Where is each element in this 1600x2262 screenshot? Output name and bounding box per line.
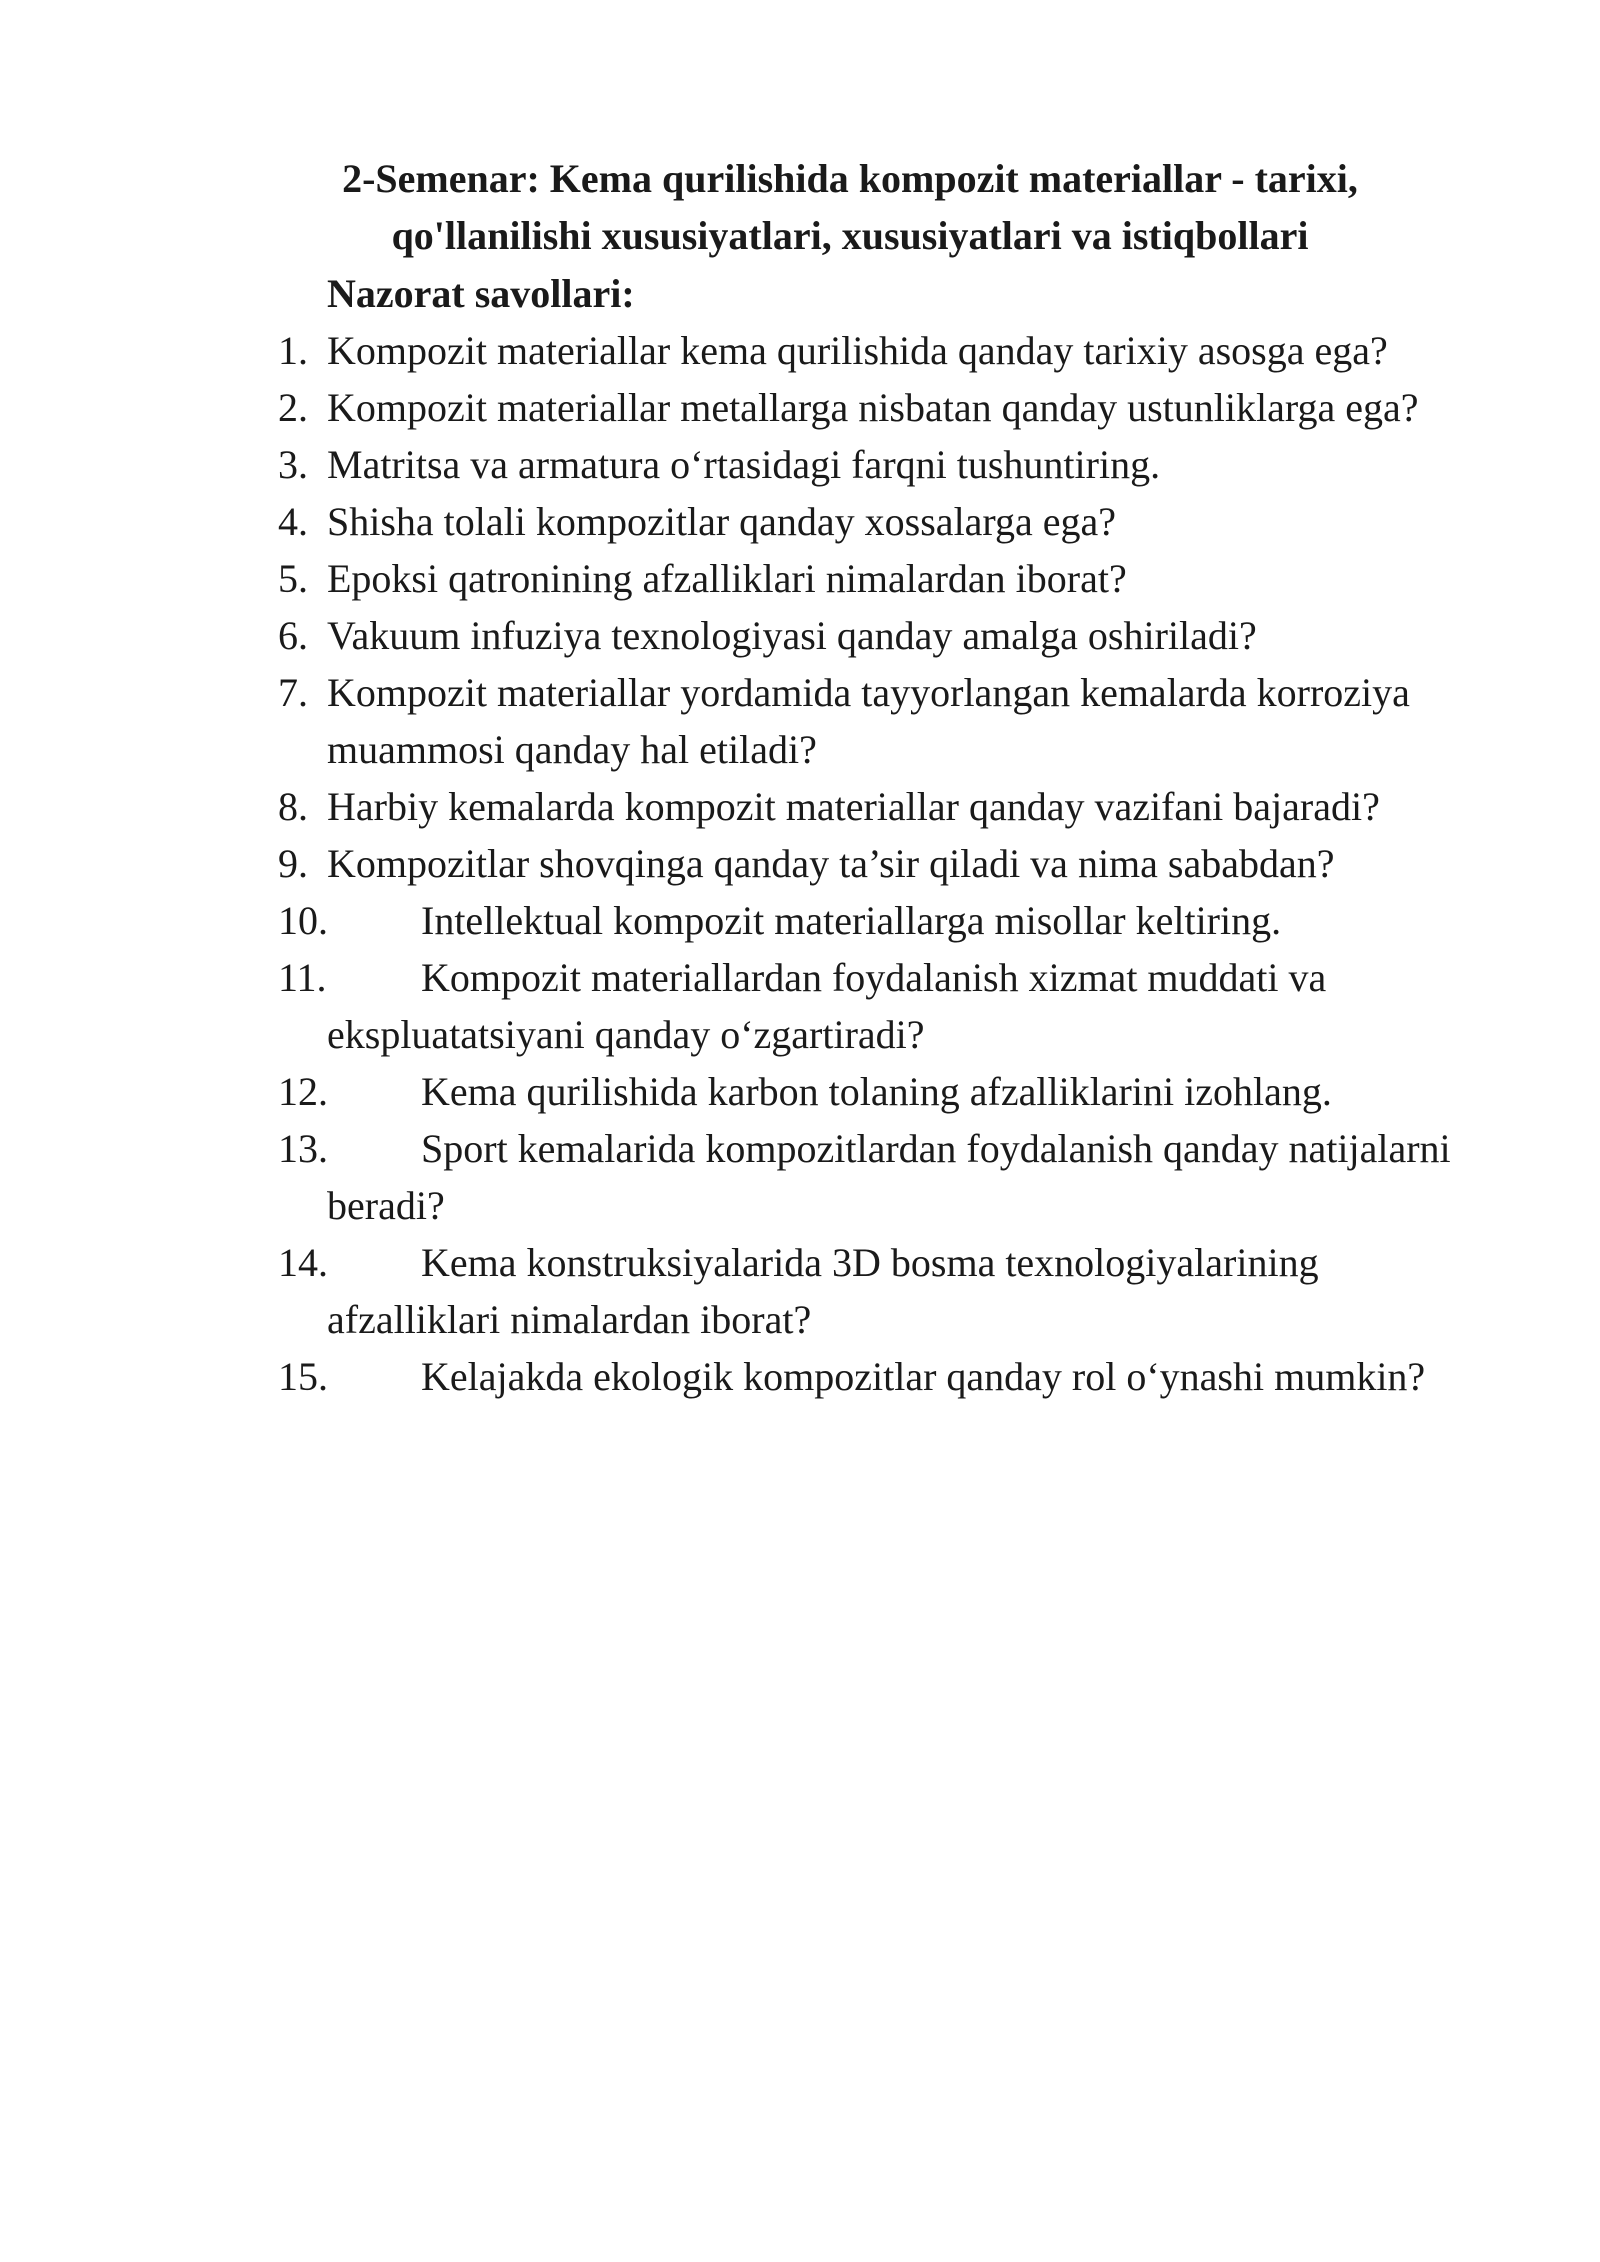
list-item [0, 607, 1477, 664]
question-number: 15. [278, 1354, 328, 1399]
list-item [0, 1063, 1477, 1120]
question-text: Kompozit materiallar yordamida tayyorlangan kemalarda korroziya muammosi qanday hal etiladi? [327, 670, 1410, 772]
question-number: 12. [278, 1069, 328, 1114]
question-number: 7. [278, 670, 308, 715]
list-item [0, 892, 1477, 949]
list-item [0, 379, 1477, 436]
list-item [0, 1120, 1477, 1234]
question-text: Kompozitlar shovqinga qanday ta’sir qiladi va nima sababdan? [327, 841, 1335, 886]
list-item [0, 493, 1477, 550]
question-text: Vakuum infuziya texnologiyasi qanday amalga oshiriladi? [327, 613, 1257, 658]
question-number: 1. [278, 328, 308, 373]
question-text: Shisha tolali kompozitlar qanday xossalarga ega? [327, 499, 1117, 544]
list-item [0, 322, 1477, 379]
question-number: 13. [278, 1126, 328, 1171]
question-number: 5. [278, 556, 308, 601]
question-text: Kema qurilishida karbon tolaning afzalliklarini izohlang. [421, 1069, 1332, 1114]
list-item [0, 550, 1477, 607]
list-item [0, 664, 1477, 778]
question-number: 8. [278, 784, 308, 829]
question-text: Kema konstruksiyalarida 3D bosma texnologiyalarining afzalliklari nimalardan iborat? [327, 1240, 1319, 1342]
question-number: 2. [278, 385, 308, 430]
question-number: 14. [278, 1240, 328, 1285]
question-text: Epoksi qatronining afzalliklari nimalardan iborat? [327, 556, 1127, 601]
list-item [0, 835, 1477, 892]
question-text: Sport kemalarida kompozitlardan foydalanish qanday natijalarni beradi? [327, 1126, 1451, 1228]
question-text: Kelajakda ekologik kompozitlar qanday rol o‘ynashi mumkin? [421, 1354, 1426, 1399]
question-list [0, 322, 1600, 1405]
question-number: 4. [278, 499, 308, 544]
question-text: Kompozit materiallar kema qurilishida qanday tarixiy asosga ega? [327, 328, 1388, 373]
question-text: Harbiy kemalarda kompozit materiallar qanday vazifani bajaradi? [327, 784, 1380, 829]
question-text: Intellektual kompozit materiallarga misollar keltiring. [421, 898, 1282, 943]
list-item [0, 1234, 1477, 1348]
question-text: Kompozit materiallardan foydalanish xizmat muddati va ekspluatatsiyani qanday o‘zgartiradi? [327, 955, 1327, 1057]
question-number: 9. [278, 841, 308, 886]
list-item [0, 778, 1477, 835]
question-number: 11. [278, 955, 327, 1000]
page-title: 2-Semenar: Kema qurilishida kompozit materiallar - tarixi, qo'llanilishi xususiyatlari, xususiyatlari va istiqbollari [342, 156, 1358, 258]
question-number: 10. [278, 898, 328, 943]
list-item [0, 436, 1477, 493]
list-item [0, 949, 1477, 1063]
question-text: Kompozit materiallar metallarga nisbatan qanday ustunliklarga ega? [327, 385, 1419, 430]
question-text: Matritsa va armatura o‘rtasidagi farqni tushuntiring. [327, 442, 1161, 487]
question-number: 6. [278, 613, 308, 658]
section-subheading: Nazorat savollari: [327, 271, 635, 316]
question-number: 3. [278, 442, 308, 487]
list-item [0, 1348, 1477, 1405]
